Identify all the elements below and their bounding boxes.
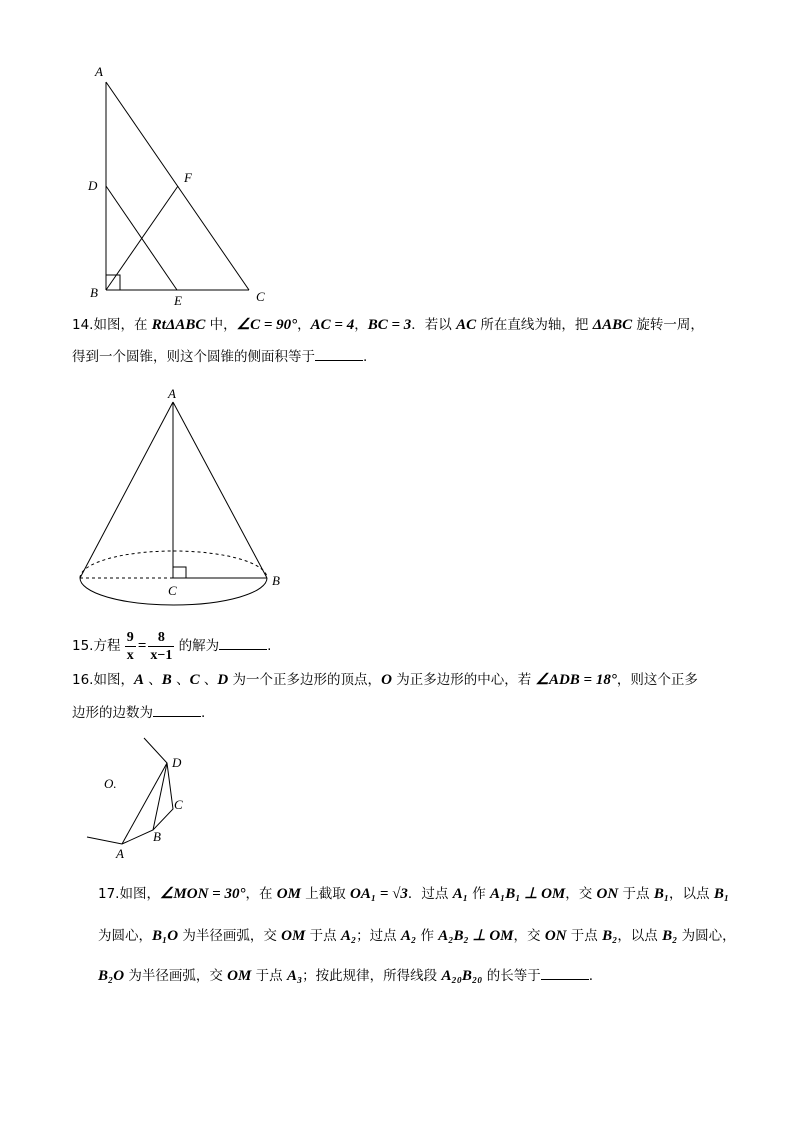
label-f: F <box>184 170 192 185</box>
label-a: A <box>95 64 103 79</box>
question-17-line-3: B₂O 为半径画弧，交 OM 于点 A₃；按此规律，所得线段 A₂₀B₂₀ 的长等于 . <box>98 968 593 984</box>
label-d: D <box>88 178 98 193</box>
figure-cone <box>0 380 794 620</box>
diagonal-db <box>153 763 167 830</box>
figure-triangle-abc <box>0 0 794 320</box>
fraction-9-over-x: $\frac{9}{x}$ <box>126 629 134 663</box>
question-15: 15.方程 $\frac{9}{x}$ = $\frac{8}{x-1}$ 的解为 . <box>72 629 272 663</box>
answer-blank-17 <box>541 967 589 980</box>
question-16: 16.如图，A 、B 、C 、D 为一个正多边形的顶点，O 为正多边形的中心，若 ∠ADB = 18°，则这个正多 <box>72 672 698 688</box>
label-c: C <box>256 289 265 304</box>
poly-label-a: A <box>116 846 124 861</box>
label-e: E <box>174 293 182 308</box>
question-16-line-2: 边形的边数为 . <box>72 705 206 721</box>
answer-blank-14 <box>315 348 363 361</box>
cone-slant-left <box>80 402 173 578</box>
label-b: B <box>90 285 98 300</box>
question-17-line-2: 为圆心，B₁O 为半径画弧，交 OM 于点 A₂；过点 A₂ 作 A₂B₂ ⊥ OM，交 ON 于点 B₂，以点 B₂ 为圆心， <box>98 928 736 944</box>
cone-label-c: C <box>168 583 177 598</box>
poly-label-o: O. <box>104 776 117 791</box>
poly-label-d: D <box>172 755 182 770</box>
question-17: 17.如图，∠MON = 30°，在 OM 上截取 OA₁ = √3．过点 A₁ 作 A₁B₁ ⊥ OM，交 ON 于点 B₁，以点 B₁ <box>98 886 730 902</box>
question-14-line-2: 得到一个圆锥，则这个圆锥的侧面积等于 . <box>72 349 368 365</box>
poly-label-b: B <box>153 829 161 844</box>
question-14: 14.如图，在 RtΔABC 中，∠C = 90°，AC = 4，BC = 3．若以 AC 所在直线为轴，把 ΔABC 旋转一周， <box>72 317 704 333</box>
answer-blank-15 <box>219 637 267 650</box>
fraction-8-over-x-minus-1: $\frac{8}{x-1}$ <box>150 629 173 663</box>
cone-label-a: A <box>168 386 176 401</box>
cone-right-angle-mark <box>173 567 186 578</box>
poly-label-c: C <box>174 797 183 812</box>
figure-polygon <box>0 730 794 870</box>
cone-label-b: B <box>272 573 280 588</box>
answer-blank-16 <box>153 704 201 717</box>
